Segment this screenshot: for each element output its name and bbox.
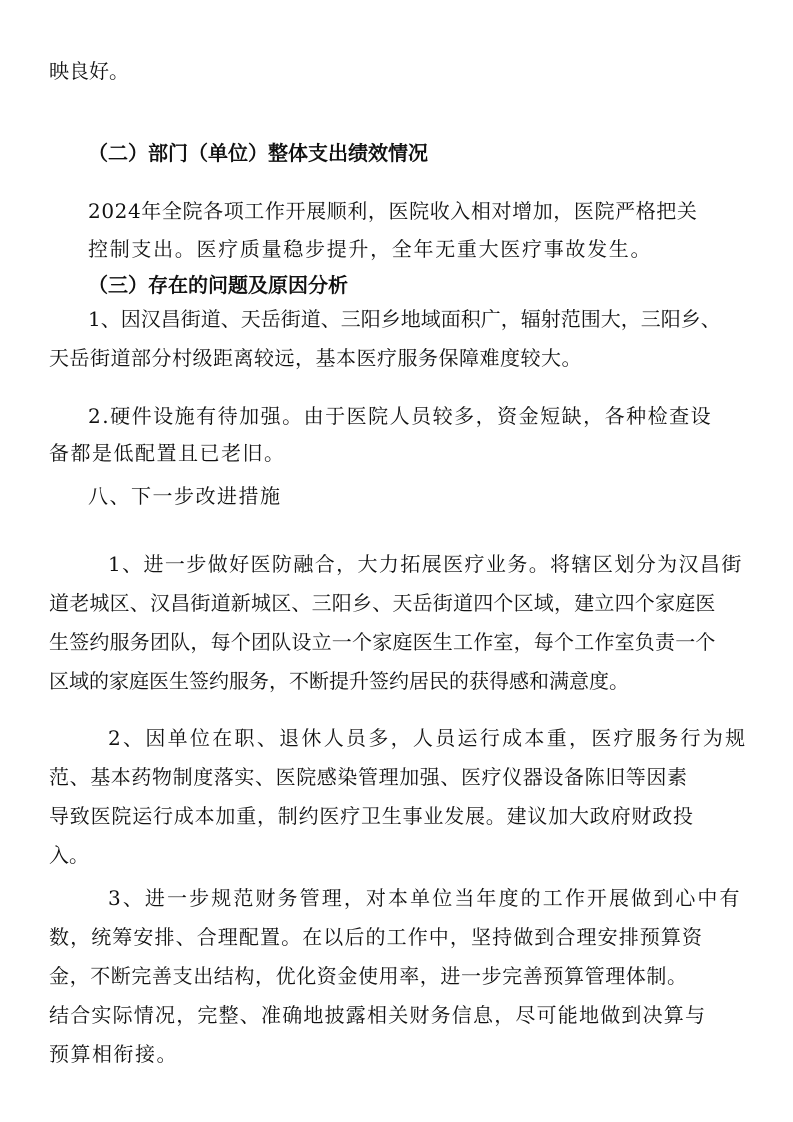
section-8-item-2-line-1: 2、因单位在职、退休人员多，人员运行成本重，医疗服务行为规: [108, 726, 748, 750]
continuation-text: 映良好。: [49, 59, 129, 83]
section-8-item-1-line-4: 区域的家庭医生签约服务，不断提升签约居民的获得感和满意度。: [49, 669, 629, 693]
section-8-item-3-line-2: 数，统筹安排、合理配置。在以后的工作中，坚持做到合理安排预算资: [49, 925, 704, 949]
section-8-item-1-line-2: 道老城区、汉昌街道新城区、三阳乡、天岳街道四个区域，建立四个家庭医: [49, 591, 716, 615]
section-8-item-2-line-4: 入。: [49, 843, 89, 867]
section-8-item-3-line-3: 金，不断完善支出结构，优化资金使用率，进一步完善预算管理体制。: [49, 964, 688, 988]
section-2-line-1: 2024年全院各项工作开展顺利，医院收入相对增加，医院严格把关: [88, 199, 698, 223]
section-2-line-2: 控制支出。医疗质量稳步提升，全年无重大医疗事故发生。: [88, 237, 653, 261]
section-8-item-3-line-4: 结合实际情况，完整、准确地披露相关财务信息，尽可能地做到决算与: [49, 1003, 707, 1027]
section-8-item-1-line-3: 生签约服务团队，每个团队设立一个家庭医生工作室，每个工作室负责一个: [49, 630, 716, 654]
section-3-item-2-line-1: 2.硬件设施有待加强。由于医院人员较多，资金短缺，各种检查设: [88, 404, 713, 428]
section-3-item-1-line-2: 天岳街道部分村级距离较远，基本医疗服务保障难度较大。: [49, 346, 582, 370]
section-8-heading: 八、下一步改进措施: [88, 484, 282, 508]
section-8-item-1-line-1: 1、进一步做好医防融合，大力拓展医疗业务。将辖区划分为汉昌街: [108, 552, 743, 576]
section-8-item-2-line-3: 导致医院运行成本加重，制约医疗卫生事业发展。建议加大政府财政投: [49, 804, 694, 828]
section-8-item-3-line-1: 3、进一步规范财务管理，对本单位当年度的工作开展做到心中有: [108, 886, 742, 910]
section-8-item-2-line-2: 范、基本药物制度落实、医院感染管理加强、医疗仪器设备陈旧等因素: [49, 765, 688, 789]
section-8-item-3-line-5: 预算相衔接。: [49, 1042, 178, 1066]
section-2-heading: （二）部门（单位）整体支出绩效情况: [88, 141, 428, 165]
section-3-heading: （三）存在的问题及原因分析: [88, 273, 348, 297]
section-3-item-2-line-2: 备都是低配置且已老旧。: [49, 441, 286, 465]
section-3-item-1-line-1: 1、因汉昌街道、天岳街道、三阳乡地域面积广，辐射范围大，三阳乡、: [88, 307, 721, 331]
